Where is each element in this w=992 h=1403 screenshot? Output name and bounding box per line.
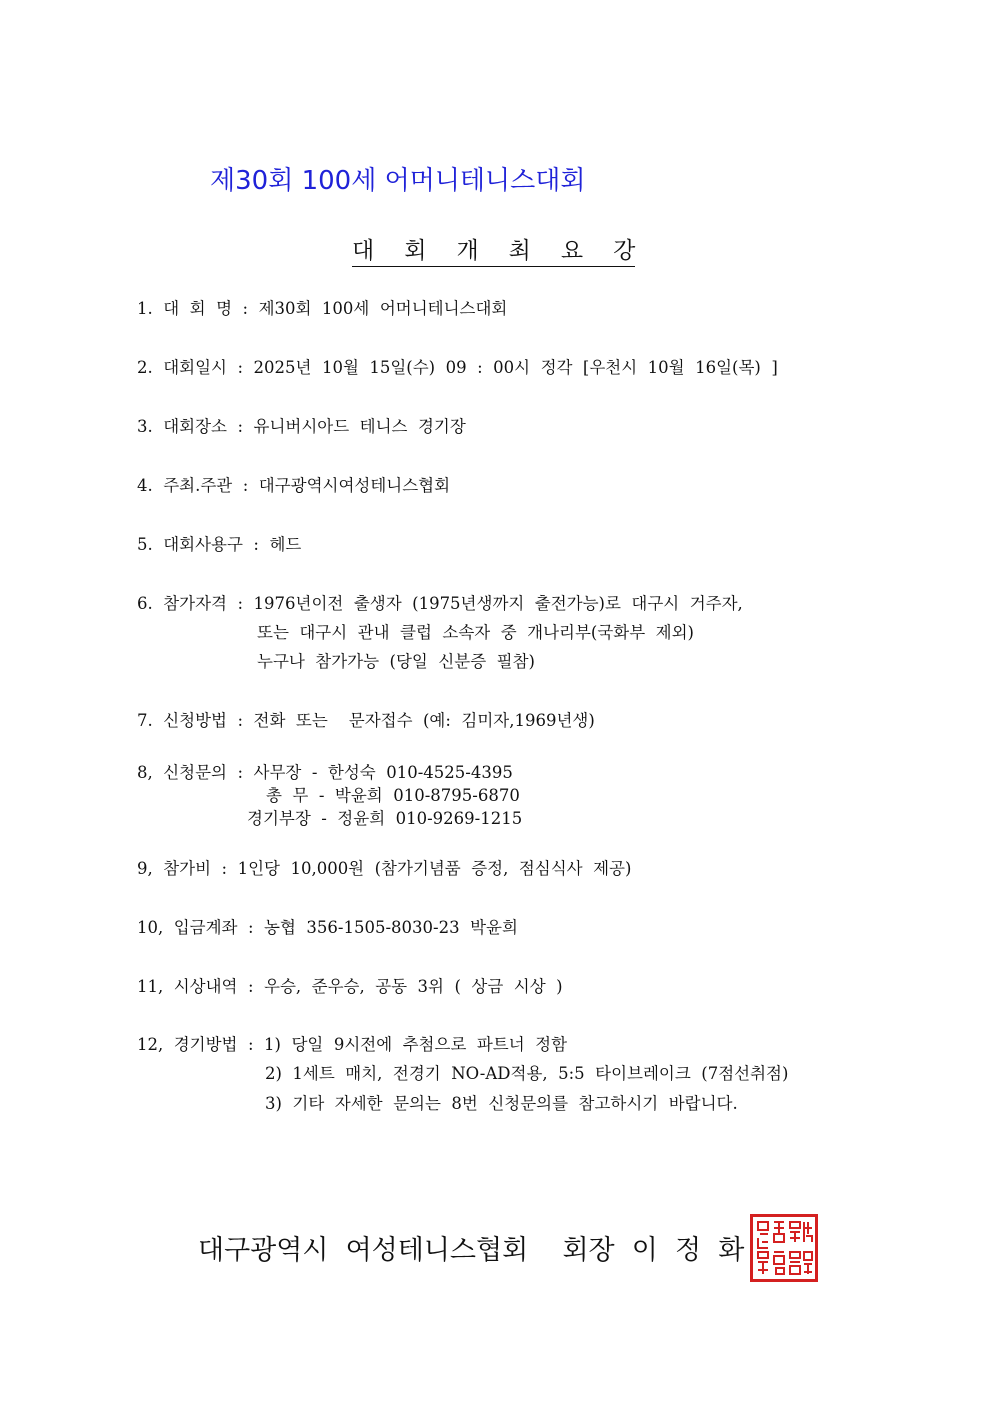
subtitle-char: 회 — [404, 238, 427, 264]
item-ball: 5. 대회사용구 : 헤드 — [137, 535, 302, 554]
item-match-method-line2: 2) 1세트 매치, 전경기 NO-AD적용, 5:5 타이브레이크 (7점선취점) — [265, 1064, 789, 1083]
subtitle-char: 요 — [560, 238, 584, 264]
subtitle-char: 개 — [456, 238, 479, 264]
document-subtitle — [352, 232, 635, 267]
subtitle-char: 최 — [508, 238, 531, 264]
official-seal-icon — [750, 1214, 818, 1282]
subtitle-char: 대 — [352, 238, 375, 264]
item-eligibility-line2: 또는 대구시 관내 클럽 소속자 중 개나리부(국화부 제외) — [257, 623, 694, 642]
item-prizes: 11, 시상내역 : 우승, 준우승, 공동 3위 ( 상금 시상 ) — [137, 977, 563, 996]
item-contact: 8, 신청문의 : 사무장 - 한성숙 010-4525-4395 — [137, 763, 513, 782]
item-event-name: 1. 대 회 명 : 제30회 100세 어머니테니스대회 — [137, 299, 508, 318]
document-title: 제30회 100세 어머니테니스대회 — [210, 166, 586, 196]
item-contact-line2: 총 무 - 박윤희 010-8795-6870 — [266, 786, 520, 805]
item-organizer: 4. 주최.주관 : 대구광역시여성테니스협회 — [137, 476, 451, 495]
item-match-method: 12, 경기방법 : 1) 당일 9시전에 추첨으로 파트너 정함 — [137, 1035, 568, 1054]
item-contact-line3: 경기부장 - 정윤희 010-9269-1215 — [247, 809, 523, 828]
item-fee: 9, 참가비 : 1인당 10,000원 (참가기념품 증정, 점심식사 제공) — [137, 859, 632, 878]
item-match-method-line3: 3) 기타 자세한 문의는 8번 신청문의를 참고하시기 바랍니다. — [265, 1094, 738, 1113]
item-event-date: 2. 대회일시 : 2025년 10월 15일(수) 09 : 00시 정각 [우천시 10월 16일(목) ] — [137, 358, 778, 377]
item-apply-method: 7. 신청방법 : 전화 또는 문자접수 (예: 김미자,1969년생) — [137, 711, 595, 730]
item-eligibility-line3: 누구나 참가가능 (당일 신분증 필참) — [257, 652, 535, 671]
item-account: 10, 입금계좌 : 농협 356-1505-8030-23 박윤희 — [137, 918, 518, 937]
signature-line: 대구광역시 여성테니스협회 회장 이 정 화 — [198, 1235, 745, 1266]
subtitle-char: 강 — [613, 238, 636, 264]
item-event-venue: 3. 대회장소 : 유니버시아드 테니스 경기장 — [137, 417, 466, 436]
item-eligibility: 6. 참가자격 : 1976년이전 출생자 (1975년생까지 출전가능)로 대구시 거주자, — [137, 594, 743, 613]
